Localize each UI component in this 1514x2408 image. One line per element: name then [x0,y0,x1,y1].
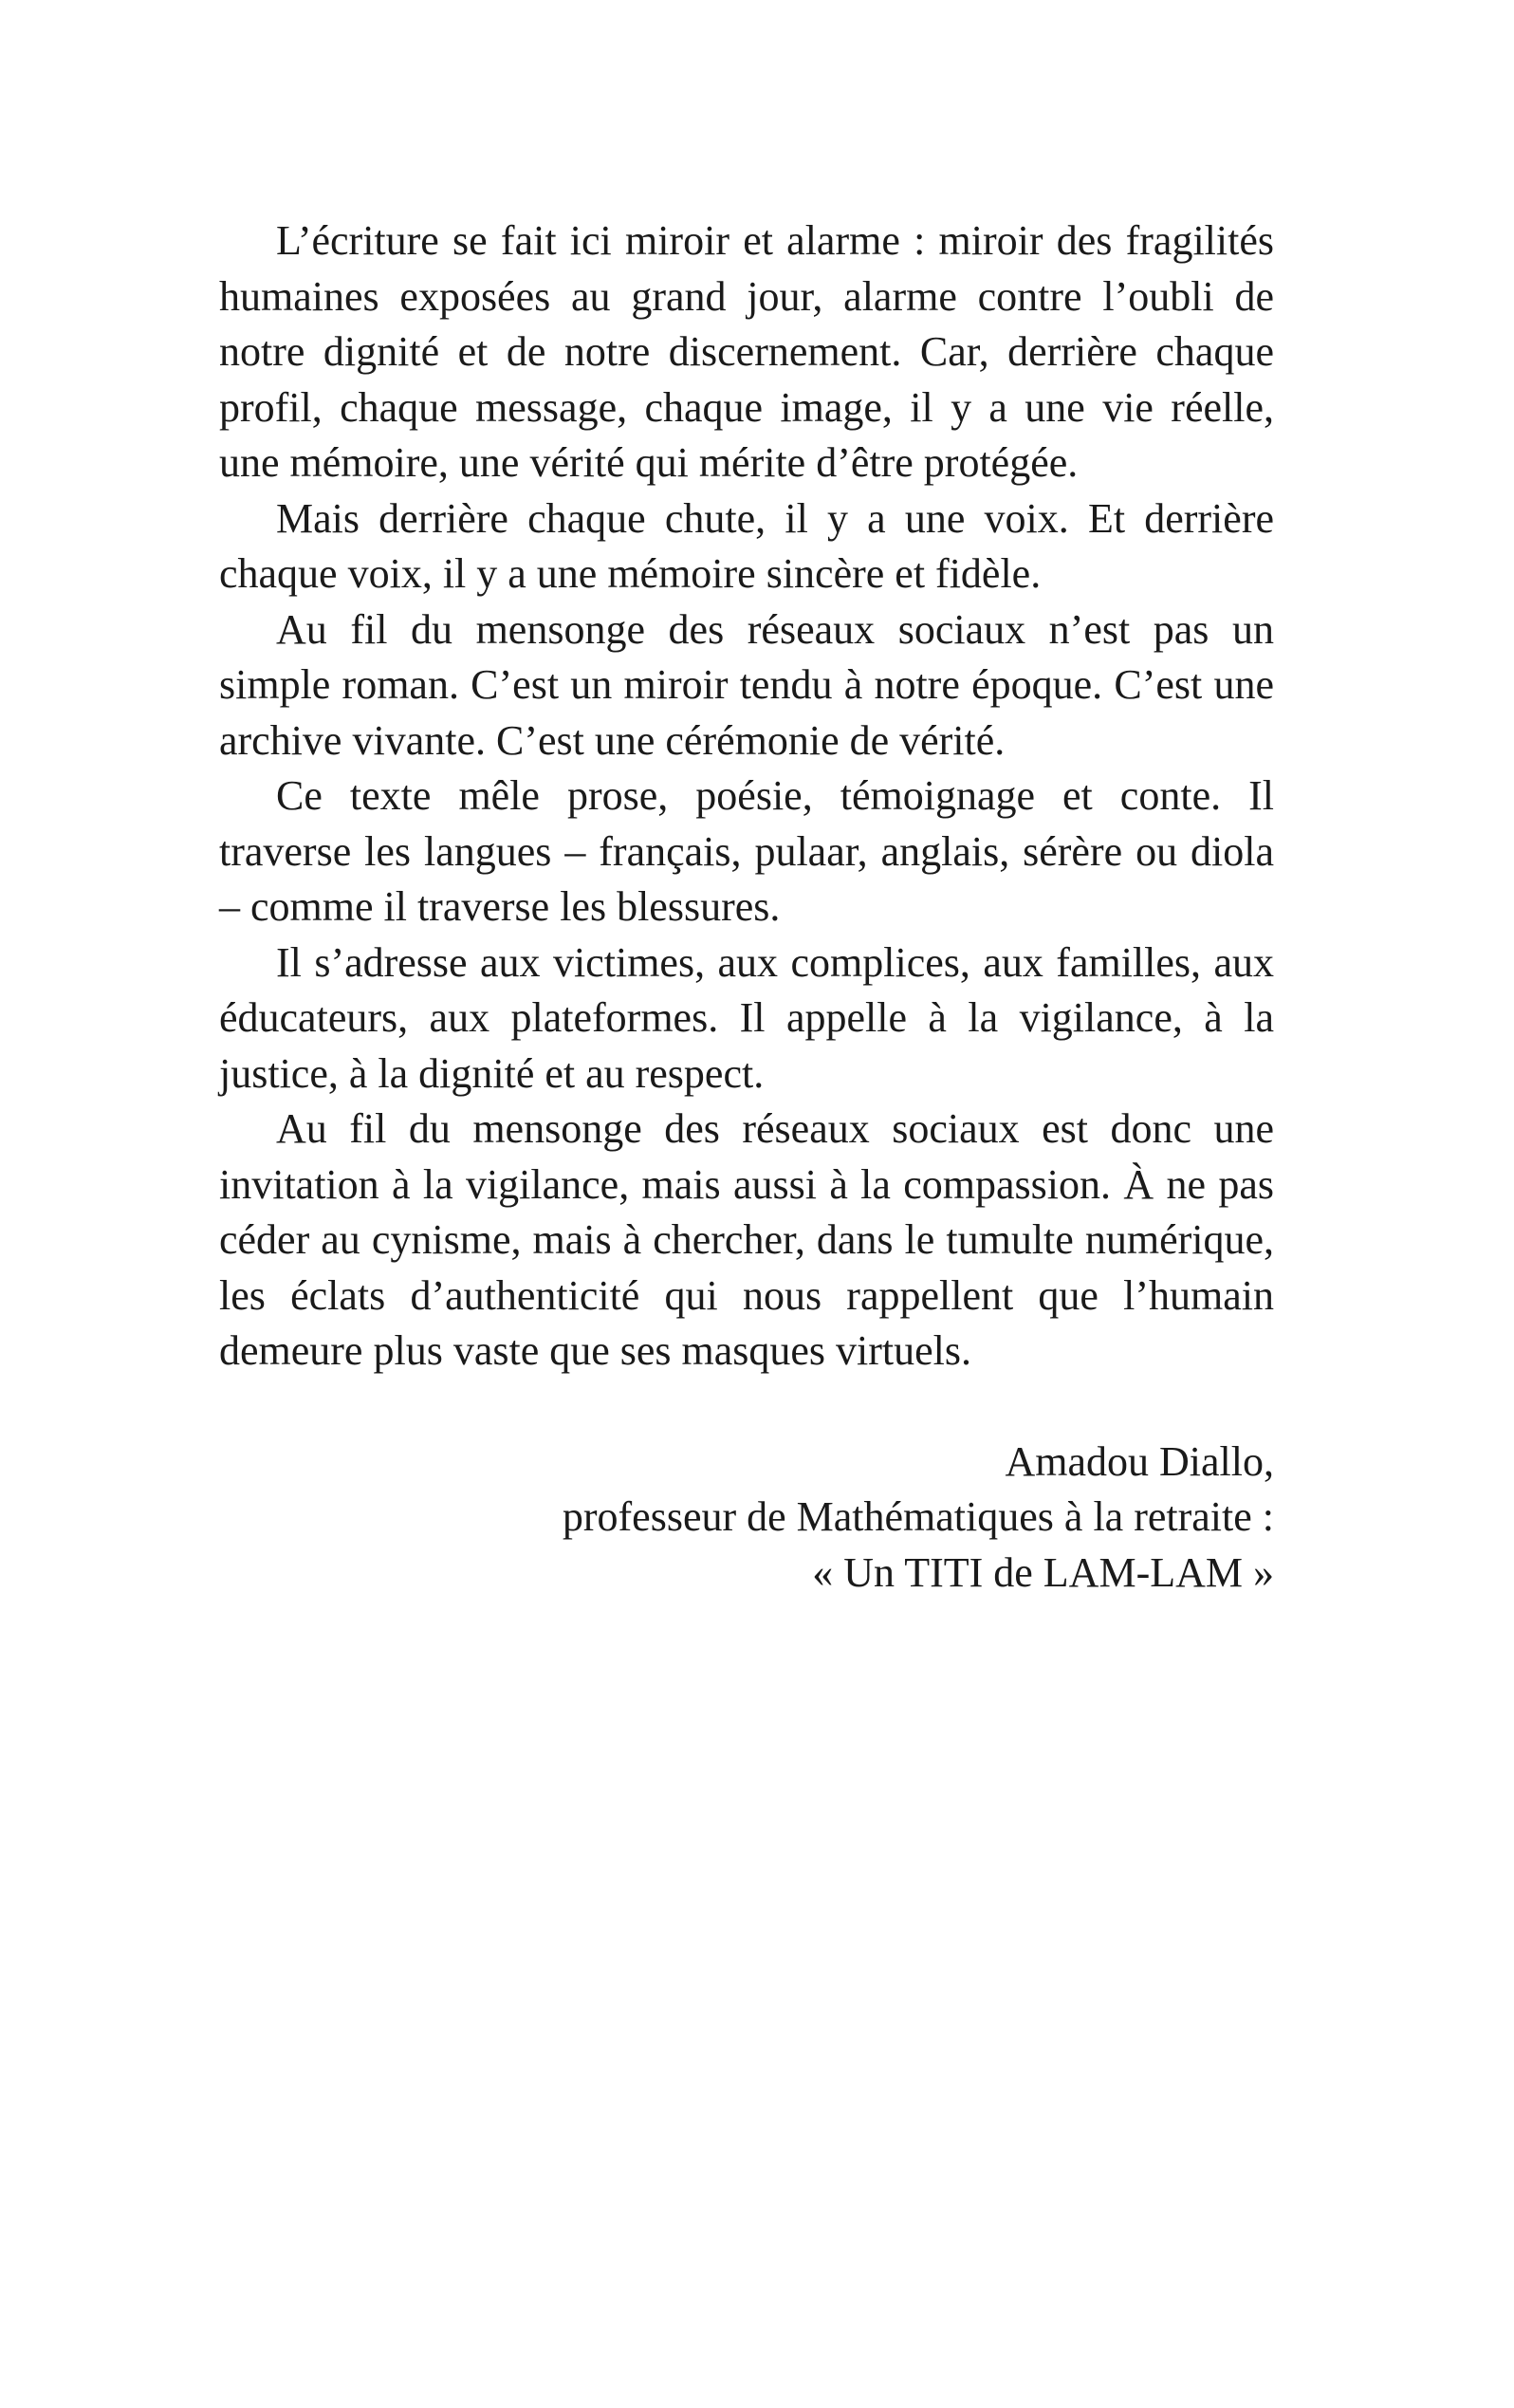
document-page [219,213,1274,1601]
signature-role: professeur de Mathématiques à la retraite : [562,1493,1274,1540]
paragraph-4: Ce texte mêle prose, poésie, témoignage et conte. Il traverse les langues – français, pulaar, anglais, sérère ou diola – comme il traverse les blessures. [219,772,1274,930]
paragraph-5: Il s’adresse aux victimes, aux complices, aux familles, aux éducateurs, aux plateformes. Il appelle à la vigilance, à la justice, à la dignité et au respect. [219,938,1274,1097]
paragraph-1: L’écriture se fait ici miroir et alarme : miroir des fragilités humaines exposées au grand jour, alarme contre l’oubli de notre dignité et de notre discernement. Car, derrière chaque profil, chaque message, chaque image, il y a une vie réelle, une mémoire, une vérité qui mérite d’être protégée. [219,217,1274,486]
paragraph-3: Au fil du mensonge des réseaux sociaux n’est pas un simple roman. C’est un miroir tendu à notre époque. C’est une archive vivante. C’est une cérémonie de vérité. [219,605,1274,764]
paragraph-6: Au fil du mensonge des réseaux sociaux est donc une invitation à la vigilance, mais aussi à la compassion. À ne pas céder au cynisme, mais à chercher, dans le tumulte numérique, les éclats d’authenticité qui nous rappellent que l’humain demeure plus vaste que ses masques virtuels. [219,1105,1274,1374]
signature-nickname: « Un TITI de LAM-LAM » [812,1548,1274,1596]
signature-block [219,1435,1274,1602]
signature-name: Amadou Diallo, [1005,1437,1274,1485]
paragraph-2: Mais derrière chaque chute, il y a une voix. Et derrière chaque voix, il y a une mémoire sincère et fidèle. [219,494,1274,597]
